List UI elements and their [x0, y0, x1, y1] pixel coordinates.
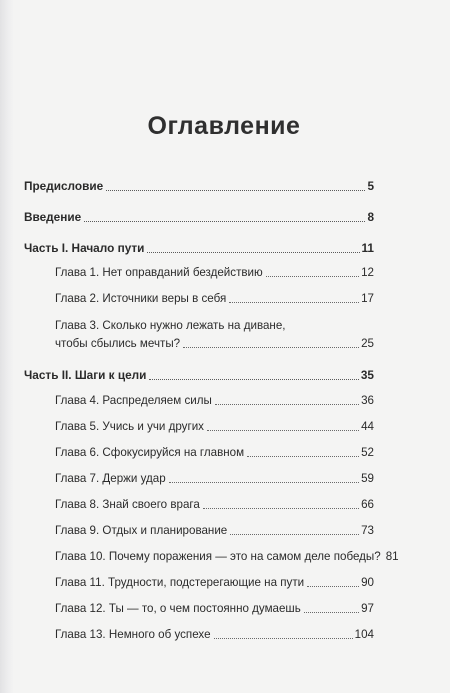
toc-entry-part-2: [24, 368, 374, 383]
toc-entry-chapter-6: [55, 445, 374, 460]
toc-entry-title: Глава 11. Трудности, подстерегающие на пути: [55, 576, 305, 589]
dot-leader: [183, 346, 359, 348]
toc-entry-chapter-4: [55, 393, 374, 408]
toc-entry-chapter-9: [55, 523, 374, 538]
toc-entry-title: Глава 7. Держи удар: [55, 472, 166, 485]
dot-leader: [169, 481, 359, 483]
toc-entry-introduction: [24, 210, 374, 225]
toc-entry-chapter-5: [55, 419, 374, 434]
dot-leader: [247, 455, 359, 457]
dot-leader: [266, 275, 359, 277]
toc-entry-page: 35: [360, 368, 374, 382]
dot-leader: [230, 533, 359, 535]
toc-entry-page: 59: [361, 472, 374, 485]
toc-entry-title: Глава 2. Источники веры в себя: [55, 292, 227, 305]
toc-entry-chapter-11: [55, 575, 374, 590]
dot-leader: [106, 189, 365, 191]
toc-entry-page: 25: [361, 337, 374, 350]
toc-entry-page: 90: [361, 576, 374, 589]
toc-entry-page: 73: [361, 524, 374, 537]
toc-entry-title: Предисловие: [24, 179, 104, 193]
toc-entry-page: 66: [361, 498, 374, 511]
dot-leader: [304, 611, 359, 613]
dot-leader: [147, 251, 359, 253]
toc-entry-title: Глава 10. Почему поражения — это на самом деле победы?: [55, 550, 381, 563]
toc-entry-title: Глава 1. Нет оправданий бездействию: [55, 266, 263, 279]
toc-entry-page: 81: [385, 550, 399, 563]
toc-entry-page: 17: [361, 292, 374, 305]
toc-entry-title-line2: чтобы сбылись мечты?: [55, 337, 181, 350]
toc-entry-chapter-8: [55, 497, 374, 512]
dot-leader: [84, 220, 365, 222]
toc-entry-chapter-7: [55, 471, 374, 486]
toc-entry-chapter-13: [55, 627, 374, 642]
toc-entry-chapter-3: [55, 318, 374, 351]
toc-entry-page: 12: [361, 266, 374, 279]
toc-entry-title: Введение: [24, 210, 82, 224]
toc-entry-page: 104: [354, 628, 374, 641]
toc-entry-part-1: [24, 241, 374, 256]
toc-entry-title: Глава 4. Распределяем силы: [55, 394, 212, 407]
toc-entry-page: 52: [361, 446, 374, 459]
toc-entry-page: 5: [367, 179, 374, 193]
dot-leader: [307, 585, 359, 587]
toc-entry-page: 11: [361, 241, 374, 255]
toc-entry-title: Глава 8. Знай своего врага: [55, 498, 200, 511]
toc-entry-chapter-12: [55, 601, 374, 616]
toc-entry-page: 8: [367, 210, 374, 224]
book-page: [24, 0, 424, 693]
toc-entry-title-line1: Глава 3. Сколько нужно лежать на диване,: [55, 319, 286, 332]
toc-entry-title: Глава 6. Сфокусируйся на главном: [55, 446, 245, 459]
toc-entry-title: Глава 5. Учись и учи других: [55, 420, 204, 433]
dot-leader: [215, 403, 359, 405]
page-title: Оглавление: [147, 112, 301, 140]
toc-entry-title: Глава 12. Ты — то, о чем постоянно думаешь: [55, 602, 301, 615]
toc-entry-preface: [24, 179, 374, 194]
toc-entry-page: 36: [361, 394, 374, 407]
toc-entry-page: 44: [361, 420, 374, 433]
dot-leader: [207, 429, 359, 431]
dot-leader: [229, 301, 359, 303]
toc-entry-chapter-2: [55, 291, 374, 306]
toc-entry-page: 97: [361, 602, 374, 615]
toc-entry-title: Часть I. Начало пути: [24, 241, 145, 255]
toc-entry-title: Глава 13. Немного об успехе: [55, 628, 211, 641]
toc-entry-title: Глава 9. Отдых и планирование: [55, 524, 228, 537]
book-spine-shadow: [0, 0, 14, 693]
dot-leader: [203, 507, 359, 509]
toc-entry-chapter-1: [55, 265, 374, 280]
dot-leader: [149, 378, 358, 380]
toc-entry-title: Часть II. Шаги к цели: [24, 368, 147, 382]
dot-leader: [214, 637, 353, 639]
toc-entry-chapter-10: [55, 549, 399, 564]
